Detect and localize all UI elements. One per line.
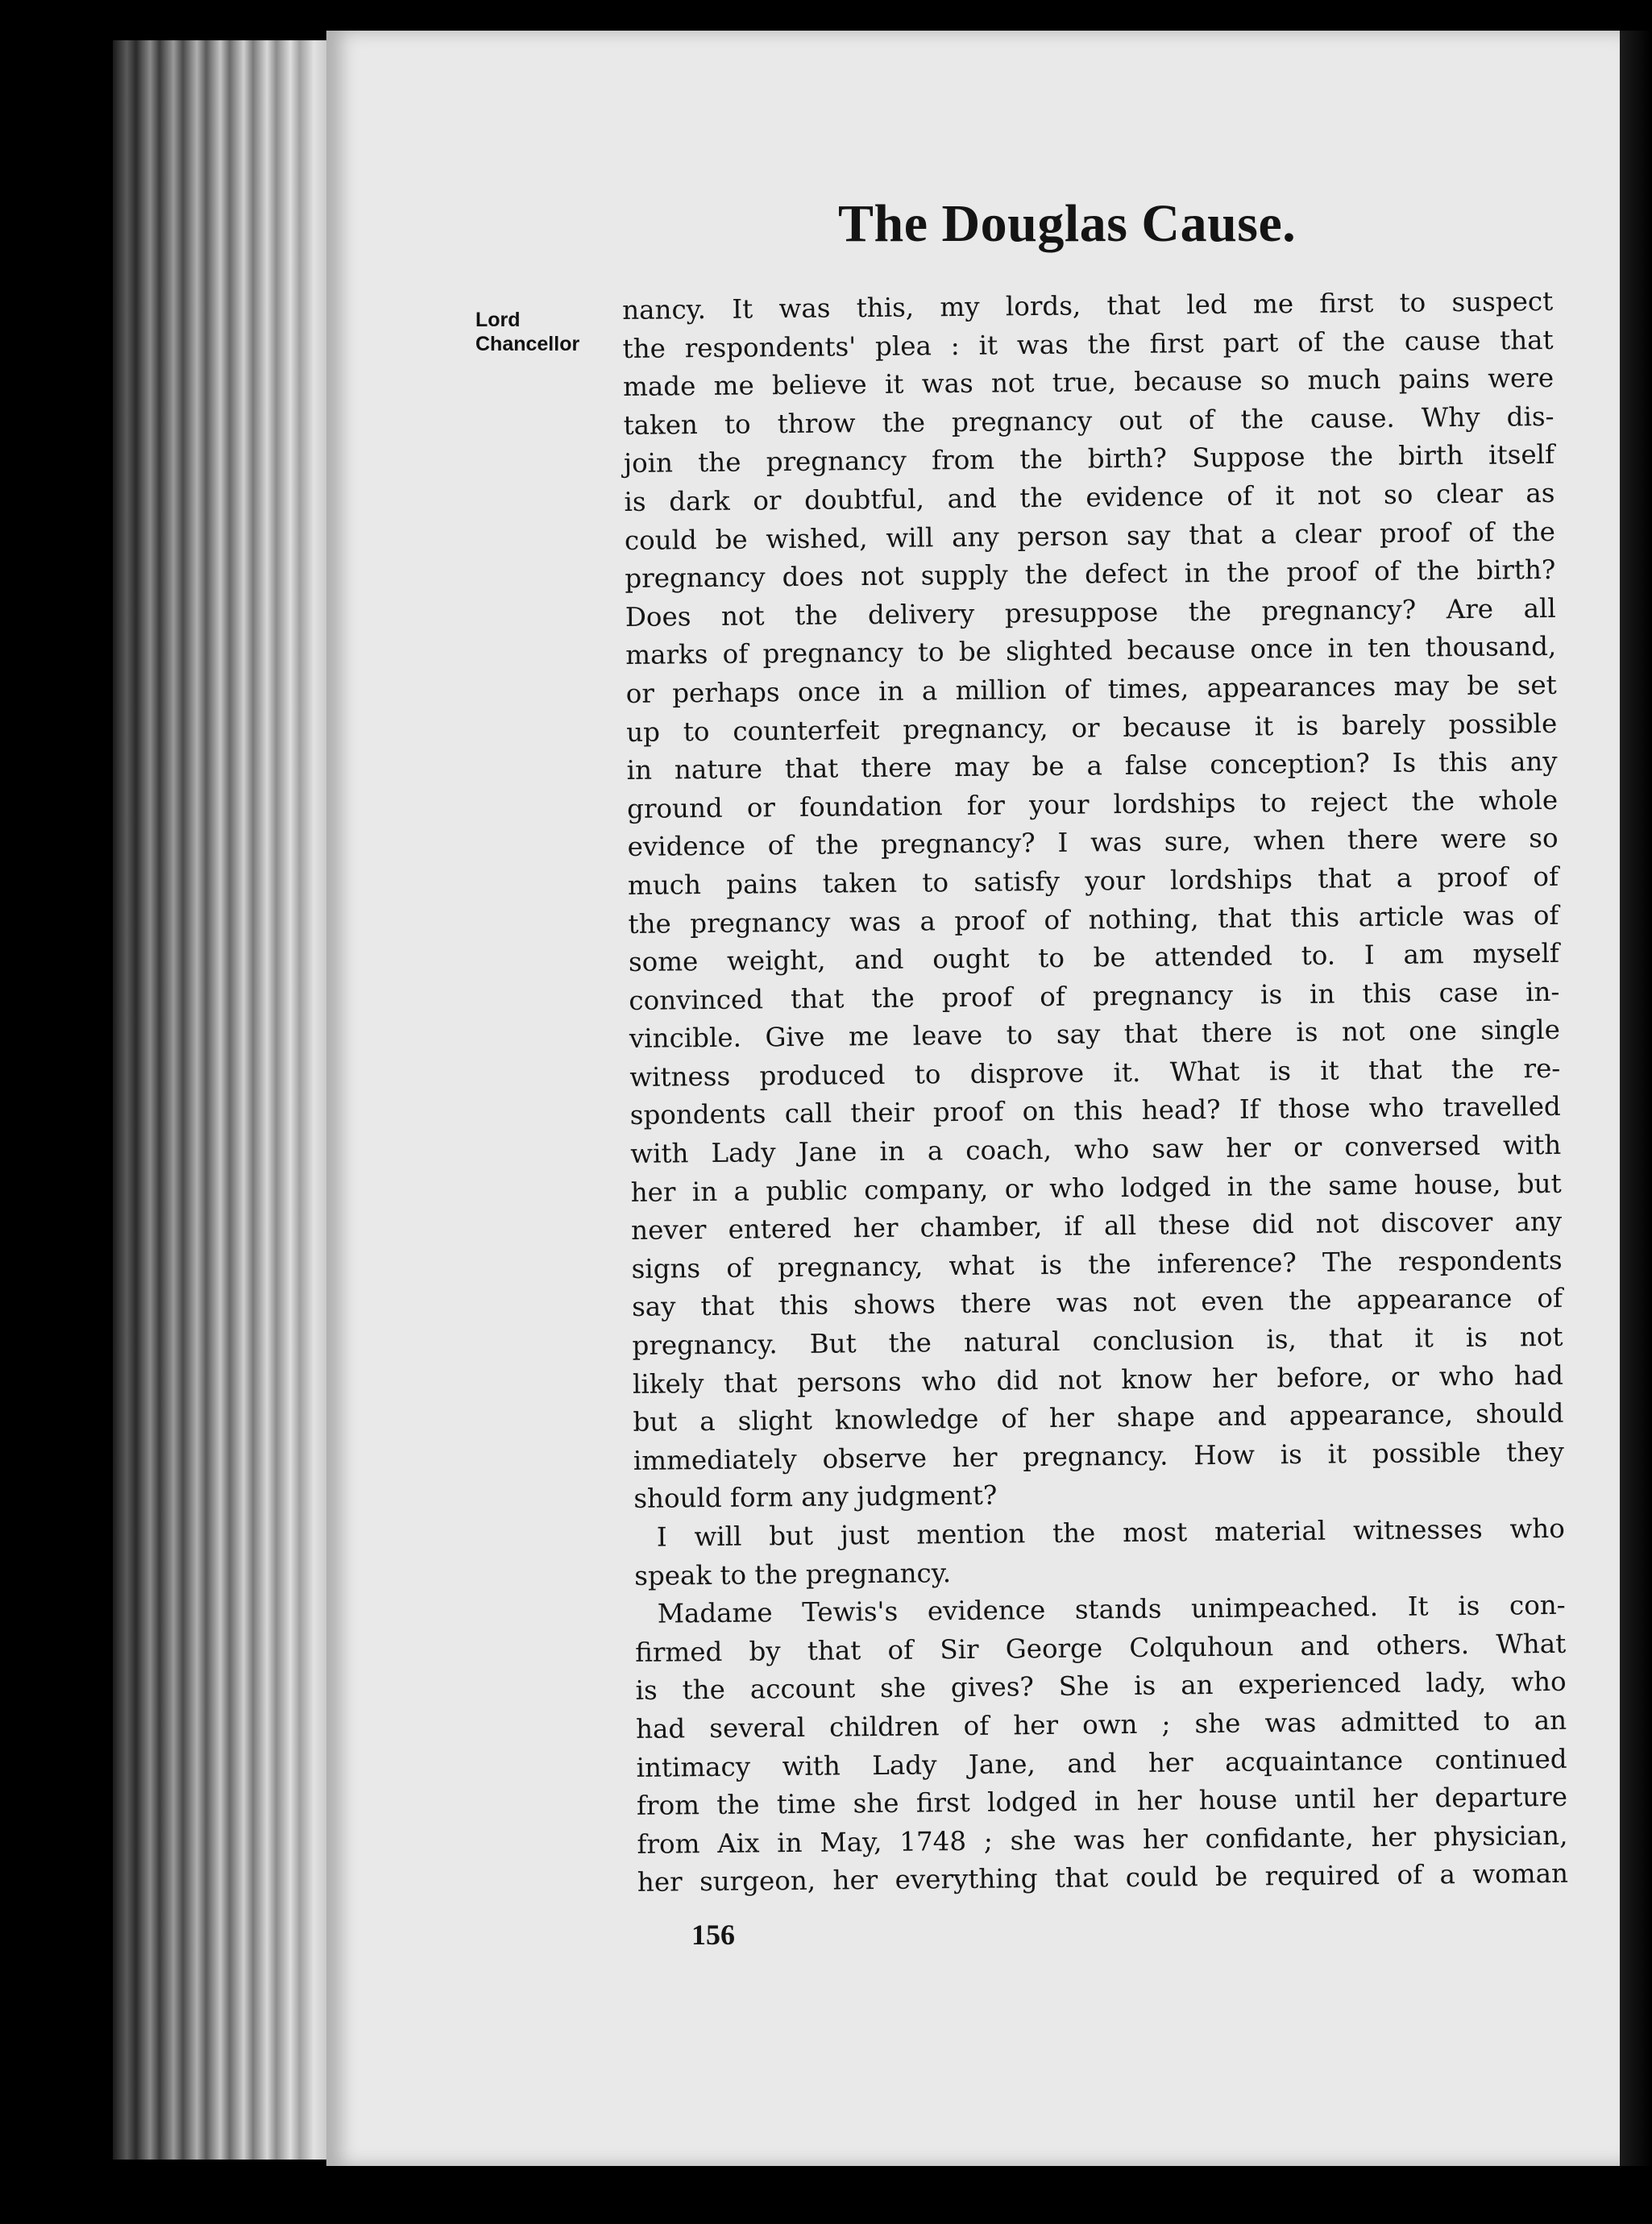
text-line: witness produced to disprove it. What is it that the re- — [629, 1052, 1561, 1093]
text-line: signs of pregnancy, what is the inference? The respondents — [631, 1244, 1563, 1284]
text-line: firmed by that of Sir George Colquhoun and others. What — [635, 1628, 1567, 1668]
page-number: 156 — [691, 1919, 735, 1951]
text-line: convinced that the proof of pregnancy is in this case in- — [629, 976, 1560, 1016]
body-text — [622, 283, 1568, 1902]
text-line: should form any judgment? — [633, 1480, 998, 1515]
text-line: pregnancy does not supply the defect in the proof of the birth? — [625, 554, 1556, 595]
text-line: the respondents' plea : it was the first part of the cause that — [622, 324, 1554, 364]
text-line: immediately observe her pregnancy. How is it possible they — [633, 1436, 1565, 1476]
text-line: the pregnancy was a proof of nothing, that this article was of — [628, 899, 1559, 940]
text-line: speak to the pregnancy. — [634, 1557, 952, 1591]
text-line: ground or foundation for your lordships to reject the whole — [626, 784, 1559, 824]
text-line: made me believe it was not true, because so much pains were — [622, 363, 1554, 403]
text-line: is the account she gives? She is an experienced lady, who — [635, 1666, 1567, 1707]
page-title: The Douglas Cause. — [838, 194, 1297, 253]
text-line: some weight, and ought to be attended to. I am myself — [628, 937, 1560, 978]
text-line: with Lady Jane in a coach, who saw her or conversed with — [630, 1129, 1562, 1170]
text-line: I will but just mention the most material witnesses who — [656, 1512, 1565, 1553]
text-line: from Aix in May, 1748 ; she was her confidante, her physician, — [637, 1819, 1568, 1860]
text-line: say that this shows there was not even the appearance of — [631, 1283, 1563, 1323]
text-line: or perhaps once in a million of times, appearances may be set — [625, 669, 1557, 709]
text-line: spondents call their proof on this head? If those who travelled — [629, 1091, 1561, 1131]
text-line: Madame Tewis's evidence stands unimpeached. It is con- — [657, 1590, 1566, 1629]
text-line: never entered her chamber, if all these did not discover any — [631, 1206, 1563, 1247]
text-line: join the pregnancy from the birth? Suppose the birth itself — [623, 439, 1555, 479]
text-line: had several children of her own ; she was admitted to an — [635, 1704, 1567, 1745]
text-line: Does not the delivery presuppose the pregnancy? Are all — [625, 592, 1557, 633]
margin-note-line: Chancellor — [475, 333, 580, 355]
margin-note-line: Lord — [475, 309, 521, 331]
text-line: up to counterfeit pregnancy, or because it is barely possible — [626, 707, 1558, 748]
text-line: in nature that there may be a false conception? Is this any — [626, 746, 1558, 786]
page-right-edge — [1620, 31, 1652, 2166]
text-line: pregnancy. But the natural conclusion is, that it is not — [632, 1321, 1563, 1361]
text-line: vincible. Give me leave to say that there is not one single — [629, 1014, 1561, 1055]
book-binding-edge — [113, 40, 347, 2160]
margin-note — [475, 308, 621, 356]
text-line: likely that persons who did not know her before, or who had — [632, 1359, 1564, 1400]
text-line: could be wished, will any person say that a clear proof of the — [624, 516, 1556, 556]
text-line: from the time she first lodged in her house until her departure — [636, 1781, 1568, 1822]
text-line: taken to throw the pregnancy out of the cause. Why dis- — [623, 400, 1554, 441]
text-line: marks of pregnancy to be slighted because once in ten thousand, — [625, 631, 1557, 671]
text-line: nancy. It was this, my lords, that led me first to suspect — [622, 285, 1554, 326]
text-line: evidence of the pregnancy? I was sure, when there were so — [627, 823, 1559, 863]
text-line: but a slight knowledge of her shape and appearance, should — [633, 1398, 1564, 1438]
text-line: much pains taken to satisfy your lordships that a proof of — [627, 861, 1559, 901]
text-line: her in a public company, or who lodged in the same house, but — [630, 1168, 1562, 1208]
text-line: her surgeon, her everything that could be required of a woman — [637, 1858, 1569, 1898]
text-line: is dark or doubtful, and the evidence of it not so clear as — [624, 477, 1555, 517]
text-line: intimacy with Lady Jane, and her acquaintance continued — [636, 1743, 1567, 1783]
